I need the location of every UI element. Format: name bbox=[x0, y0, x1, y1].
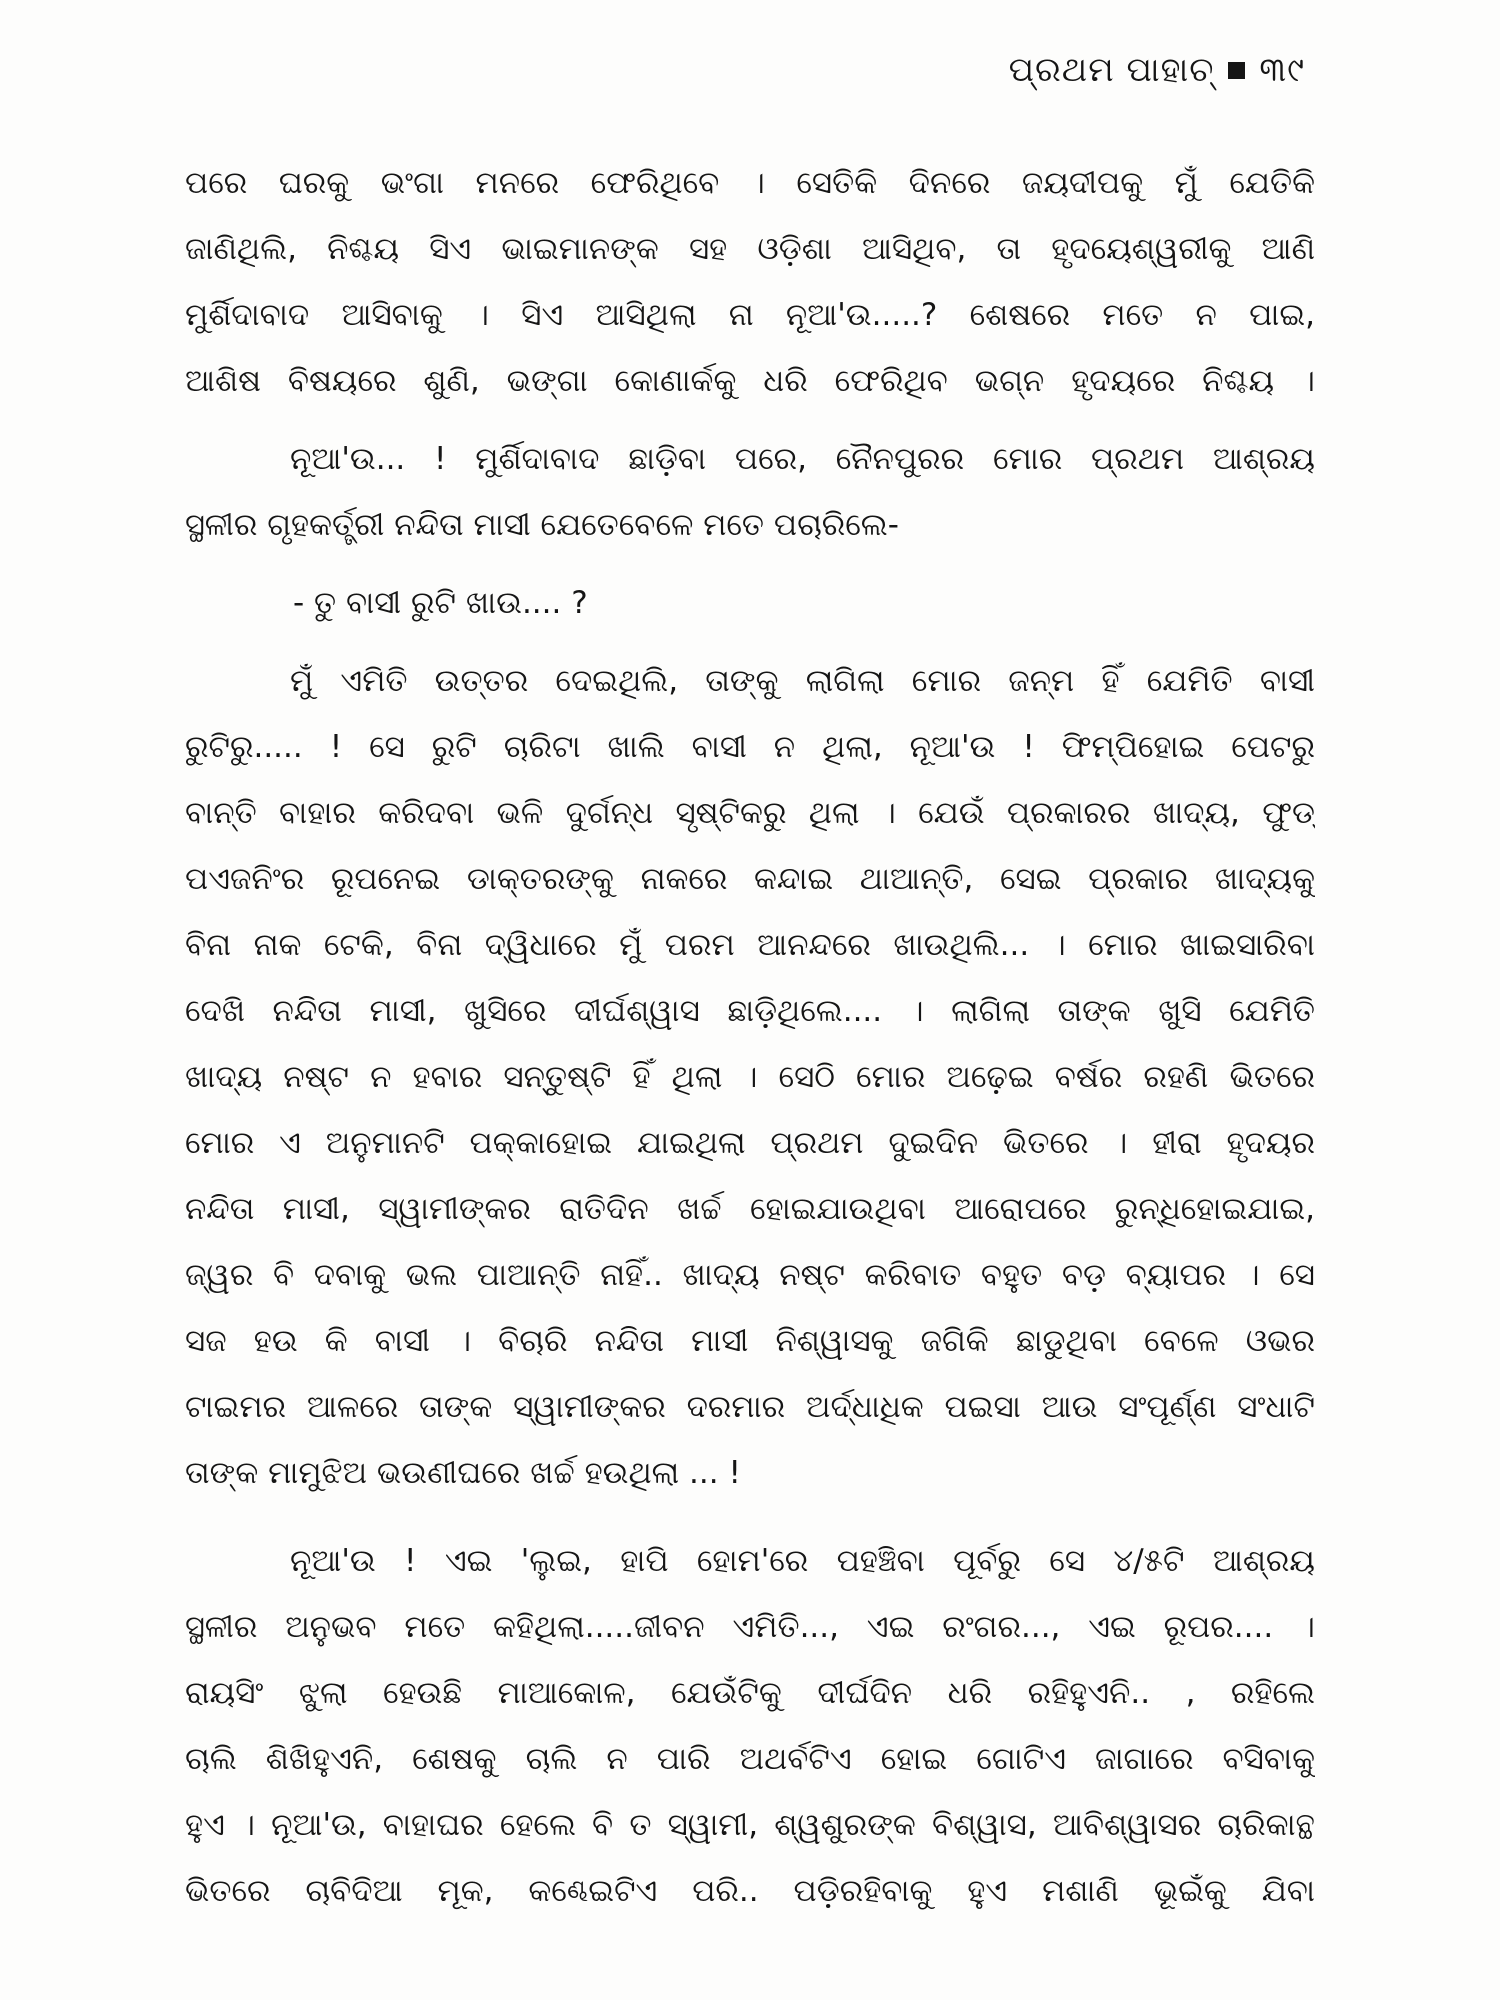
text-line: ବାନ୍ତି ବାହାର କରିଦବା ଭଳି ଦୁର୍ଗନ୍ଧ ସୃଷ୍ଟିକରୁ ଥିଲା । ଯେଉଁ ପ୍ରକାରର ଖାଦ୍ୟ, ଫୁଡ୍ bbox=[185, 795, 1315, 831]
text-line: ଭିତରେ ଚାବିଦିଆ ମୂକ, କଣ୍ଢେଇଟିଏ ପରି.. ପଡ଼ିରହିବାକୁ ହୁଏ ମଶାଣି ଭୂଇଁକୁ ଯିବା bbox=[185, 1873, 1315, 1909]
text-line: ଚାଲି ଶିଖିହୁଏନି, ଶେଷକୁ ଚାଲି ନ ପାରି ଅଥର୍ବଟିଏ ହୋଇ ଗୋଟିଏ ଜାଗାରେ ବସିବାକୁ bbox=[185, 1741, 1315, 1777]
text-line: ବିନା ନାକ ଟେକି, ବିନା ଦ୍ୱିଧାରେ ମୁଁ ପରମ ଆନନ୍ଦରେ ଖାଉଥିଲି... । ମୋର ଖାଇସାରିବା bbox=[185, 927, 1315, 963]
text-line: ରୁଟିରୁ..... ! ସେ ରୁଟି ଚାରିଟା ଖାଲି ବାସୀ ନ ଥିଲା, ନୂଆ'ଉ ! ଫିମ୍ପିହୋଇ ପେଟରୁ bbox=[185, 729, 1315, 765]
text-line: ଜ୍ୱର ବି ଦବାକୁ ଭଲ ପାଆନ୍ତି ନାହିଁ.. ଖାଦ୍ୟ ନଷ୍ଟ କରିବାତ ବହୁତ ବଡ଼ ବ୍ୟାପର । ସେ bbox=[185, 1257, 1315, 1293]
body-text bbox=[185, 150, 1315, 1924]
text-line: ମୋର ଏ ଅନୁମାନଟି ପକ୍କାହୋଇ ଯାଇଥିଲା ପ୍ରଥମ ଦୁଇଦିନ ଭିତରେ । ହୀରା ହୃଦୟର bbox=[185, 1125, 1315, 1161]
text-line: ତାଙ୍କ ମାମୁଝିଅ ଭଉଣୀଘରେ ଖର୍ଚ୍ଚ ହଉଥିଲା ... ! bbox=[185, 1455, 741, 1491]
dialogue-line: - ତୁ ବାସୀ ରୁଟି ଖାଉ.... ? bbox=[293, 585, 588, 621]
text-line: ପରେ ଘରକୁ ଭଂଗା ମନରେ ଫେରିଥିବେ । ସେତିକି ଦିନରେ ଜୟଦୀପକୁ ମୁଁ ଯେତିକି bbox=[185, 165, 1315, 201]
text-line: ଆଶିଷ ବିଷୟରେ ଶୁଣି, ଭଙ୍ଗା କୋଣାର୍କକୁ ଧରି ଫେରିଥିବ ଭଗ୍ନ ହୃଦୟରେ ନିଶ୍ଚୟ । bbox=[185, 363, 1315, 399]
text-line: ପଏଜନିଂର ରୂପନେଇ ଡାକ୍ତରଙ୍କୁ ନାକରେ କନ୍ଦାଇ ଥାଆନ୍ତି, ସେଇ ପ୍ରକାର ଖାଦ୍ୟକୁ bbox=[185, 861, 1315, 897]
text-line: ସ୍ଥଳୀର ଅନୁଭବ ମତେ କହିଥିଲା.....ଜୀବନ ଏମିତି..., ଏଇ ରଂଗର..., ଏଇ ରୂପର.... । bbox=[185, 1609, 1315, 1645]
text-line: ଦେଖି ନନ୍ଦିତା ମାସୀ, ଖୁସିରେ ଦୀର୍ଘଶ୍ୱାସ ଛାଡ଼ିଥିଲେ.... । ଲାଗିଲା ତାଙ୍କ ଖୁସି ଯେମିତି bbox=[185, 993, 1315, 1029]
chapter-title: ପ୍ରଥମ ପାହାଚ୍ bbox=[1008, 50, 1215, 90]
text-line: ଜାଣିଥିଲି, ନିଶ୍ଚୟ ସିଏ ଭାଇମାନଙ୍କ ସହ ଓଡ଼ିଶା ଆସିଥିବ, ତା ହୃଦୟେଶ୍ୱରୀକୁ ଆଣି bbox=[185, 231, 1315, 267]
square-bullet-icon bbox=[1228, 62, 1245, 79]
running-head bbox=[1009, 50, 1305, 90]
text-line: ସ୍ଥଳୀର ଗୃହକର୍ତ୍ତ୍ରୀ ନନ୍ଦିତା ମାସୀ ଯେତେବେଳେ ମତେ ପଚାରିଲେ- bbox=[185, 507, 899, 543]
text-line: ଖାଦ୍ୟ ନଷ୍ଟ ନ ହବାର ସନ୍ତୁଷ୍ଟି ହିଁ ଥିଲା । ସେଠି ମୋର ଅଢ଼େଇ ବର୍ଷର ରହଣି ଭିତରେ bbox=[185, 1059, 1315, 1095]
text-line: ନନ୍ଦିତା ମାସୀ, ସ୍ୱାମୀଙ୍କର ରାତିଦିନ ଖର୍ଚ୍ଚ ହୋଇଯାଉଥିବା ଆରୋପରେ ରୁନ୍ଧିହୋଇଯାଇ, bbox=[185, 1191, 1315, 1227]
text-line: ହୁଏ । ନୂଆ'ଉ, ବାହାଘର ହେଲେ ବି ତ ସ୍ୱାମୀ, ଶ୍ୱଶୁରଙ୍କ ବିଶ୍ୱାସ, ଆବିଶ୍ୱାସର ଚାରିକାନ୍ଥ bbox=[185, 1807, 1315, 1843]
text-line: ସଜ ହଉ କି ବାସୀ । ବିଚାରି ନନ୍ଦିତା ମାସୀ ନିଶ୍ୱାସକୁ ଜଗିକି ଛାଡୁଥିବା ବେଳେ ଓଭର bbox=[185, 1323, 1315, 1359]
text-line: ମୁର୍ଶିଦାବାଦ ଆସିବାକୁ । ସିଏ ଆସିଥିଲା ନା ନୂଆ'ଉ.....? ଶେଷରେ ମତେ ନ ପାଇ, bbox=[185, 297, 1315, 333]
page-number: ୩୯ bbox=[1259, 50, 1305, 90]
text-line: ମୁଁ ଏମିତି ଉତ୍ତର ଦେଇଥିଲି, ତାଙ୍କୁ ଲାଗିଲା ମୋର ଜନ୍ମ ହିଁ ଯେମିତି ବାସୀ bbox=[290, 663, 1315, 699]
text-line: ନୂଆ'ଉ ! ଏଇ 'ଲୁଇ, ହାପି ହୋମ'ରେ ପହଞ୍ଚିବା ପୂର୍ବରୁ ସେ ୪/୫ଟି ଆଶ୍ରୟ bbox=[290, 1543, 1315, 1579]
text-line: ଟାଇମର ଆଳରେ ତାଙ୍କ ସ୍ୱାମୀଙ୍କର ଦରମାର ଅର୍ଦ୍ଧାଧିକ ପଇସା ଆଉ ସଂପୂର୍ଣ୍ଣ ସଂଧାଟି bbox=[185, 1389, 1315, 1425]
text-line: ରାୟସିଂ ଝୁଲା ହେଉଛି ମାଆକୋଳ, ଯେଉଁଟିକୁ ଦୀର୍ଘଦିନ ଧରି ରହିହୁଏନି.. , ରହିଲେ bbox=[185, 1675, 1315, 1711]
text-line: ନୂଆ'ଉ... ! ମୁର୍ଶିଦାବାଦ ଛାଡ଼ିବା ପରେ, ନୈନପୁରର ମୋର ପ୍ରଥମ ଆଶ୍ରୟ bbox=[290, 441, 1315, 477]
